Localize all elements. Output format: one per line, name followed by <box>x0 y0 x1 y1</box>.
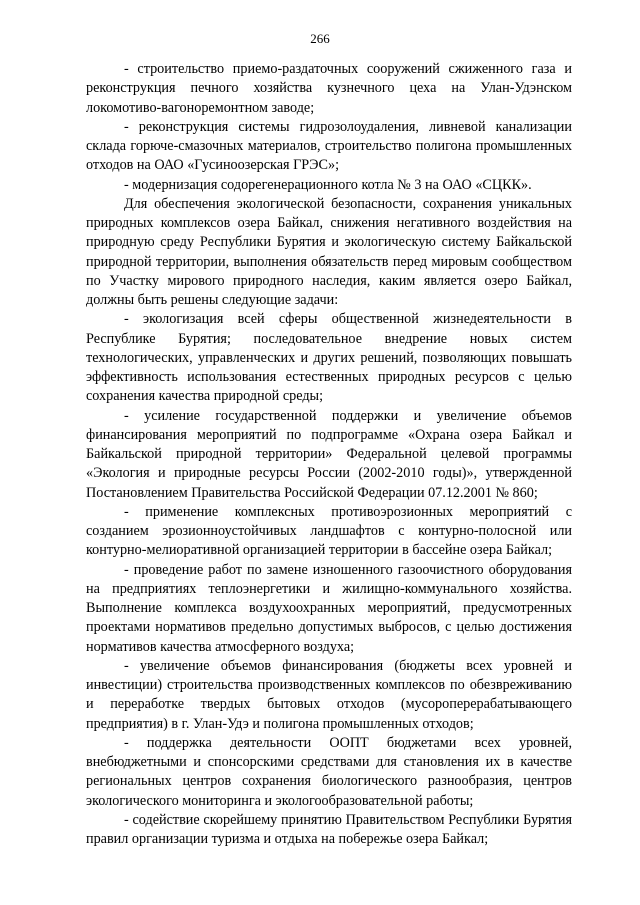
paragraph: - проведение работ по замене изношенного газоочистного оборудования на предприятиях теплоэнергетики и жилищно-коммунального хозяйства. Выполнение комплекса воздухоохранных мероприятий, предусмотренных проектами нормативов предельно допустимых выбросов, с целью достижения нормативов качества атмосферного воздуха; <box>86 561 572 655</box>
paragraph: Для обеспечения экологической безопасности, сохранения уникальных природных комплексов озера Байкал, снижения негативного воздействия на природную среду Республики Бурятия и экологическую систему Байкальской природной территории, выполнения обязательств перед мировым сообществом по Участку мирового природного наследия, каким является озеро Байкал, должны быть решены следующие задачи: <box>86 195 572 308</box>
paragraph: - применение комплексных противоэрозионных мероприятий с созданием эрозионноустойчивых ландшафтов с контурно-полосной или контурно-мелиоративной организацией территории в бассейне озера Байкал; <box>86 503 572 559</box>
page-number: 266 <box>310 31 330 46</box>
paragraph: - содействие скорейшему принятию Правительством Республики Бурятия правил организации туризма и отдыха на побережье озера Байкал; <box>86 811 572 847</box>
paragraph: - модернизация содорегенерационного котла № 3 на ОАО «СЦКК». <box>124 176 532 193</box>
paragraph: - экологизация всей сферы общественной жизнедеятельности в Республике Бурятия; последовательное внедрение новых систем технологических, управленческих и других решений, позволяющих повышать эффективность использования естественных природных ресурсов с целью сохранения качества природной среды; <box>86 311 572 405</box>
paragraph: - строительство приемо-раздаточных сооружений сжиженного газа и реконструкция печного хозяйства кузнечного цеха на Улан-Удэнском локомотиво-вагоноремонтном заводе; <box>86 61 572 116</box>
paragraph: - поддержка деятельности ООПТ бюджетами всех уровней, внебюджетными и спонсорскими средствами для становления их в качестве региональных центров сохранения биологического разнообразия, центров экологического мониторинга и экологообразовательной работы; <box>86 734 572 809</box>
paragraph: - реконструкция системы гидрозолоудаления, ливневой канализации склада горюче-смазочных материалов, строительство полигона промышленных отходов на ОАО «Гусиноозерская ГРЭС»; <box>86 118 572 174</box>
paragraph: - усиление государственной поддержки и увеличение объемов финансирования мероприятий по подпрограмме «Охрана озера Байкал и Байкальской природной территории» Федеральной целевой программы «Экология и природные ресурсы России (2002-2010 годы)», утвержденной Постановлением Правительства Российской Федерации 07.12.2001 № 860; <box>86 407 572 501</box>
paragraph: - увеличение объемов финансирования (бюджеты всех уровней и инвестиции) строительства производственных комплексов по обезвреживанию и переработке твердых бытовых отходов (мусороперерабатывающего предприятия) в г. Улан-Удэ и полигона промышленных отходов; <box>86 657 572 732</box>
document-body <box>86 60 572 849</box>
